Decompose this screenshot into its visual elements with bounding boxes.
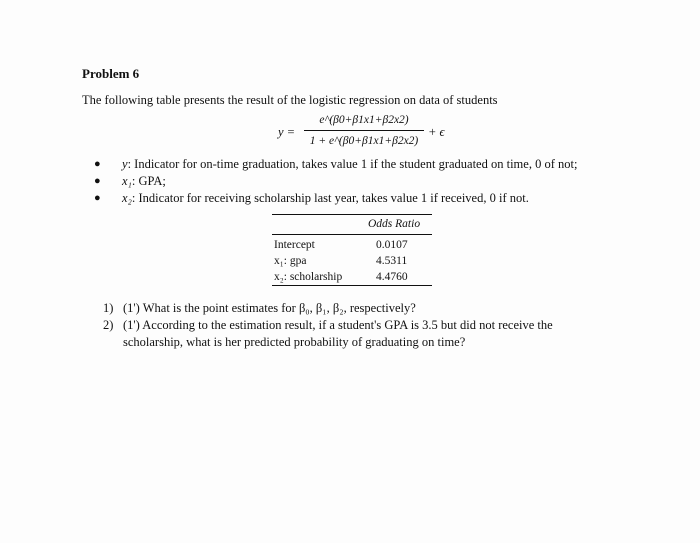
table-top-rule bbox=[272, 214, 432, 215]
question-text: (1') According to the estimation result, if a student's GPA is 3.5 but did not receive the scholarship, what is her predicted probability of graduating on time? bbox=[123, 318, 553, 349]
table-row-value: 0.0107 bbox=[376, 239, 408, 251]
problem-intro: The following table presents the result of the logistic regression on data of students bbox=[82, 93, 498, 107]
table-row-label: Intercept bbox=[274, 239, 315, 251]
table-row-label: x₂: scholarship bbox=[274, 271, 343, 283]
table-header-rule bbox=[272, 234, 432, 235]
equation-numerator-text: e^(β0+β1x1+β2x2) bbox=[319, 114, 409, 126]
fraction-bar bbox=[304, 130, 424, 131]
bullet-text: : Indicator for receiving scholarship last year, takes value 1 if received, 0 if not. bbox=[131, 191, 529, 205]
bullet-dot-icon: ● bbox=[94, 175, 101, 187]
equation-rhs: + ϵ bbox=[428, 125, 445, 139]
equation-fraction bbox=[304, 112, 424, 150]
bullet-dot-icon: ● bbox=[94, 158, 101, 170]
variable-definitions bbox=[82, 156, 642, 207]
equation-lhs: y = bbox=[278, 125, 296, 139]
bullet-variable: y bbox=[122, 157, 128, 171]
question-text: (1') What is the point estimates for β₀, β₁, β₂, respectively? bbox=[123, 301, 416, 315]
equation-numerator bbox=[304, 112, 424, 129]
table-row-value: 4.5311 bbox=[376, 255, 408, 267]
question-2 bbox=[103, 317, 573, 351]
equation-denominator-text: 1 + e^(β0+β1x1+β2x2) bbox=[309, 135, 419, 147]
bullet-item bbox=[82, 173, 642, 190]
table-row-value: 4.4760 bbox=[376, 271, 408, 283]
table-header-odds-ratio: Odds Ratio bbox=[368, 218, 421, 230]
bullet-text: : GPA; bbox=[131, 174, 166, 188]
question-1 bbox=[103, 300, 573, 317]
bullet-item bbox=[82, 156, 642, 173]
bullet-dot-icon: ● bbox=[94, 192, 101, 204]
table-row bbox=[274, 253, 430, 269]
equation-denominator bbox=[304, 133, 424, 150]
table-row-label: x₁: gpa bbox=[274, 255, 307, 267]
bullet-variable: x₂ bbox=[122, 191, 132, 205]
question-number: 2) bbox=[103, 318, 114, 332]
bullet-text: : Indicator for on-time graduation, takes value 1 if the student graduated on time, 0 of not; bbox=[127, 157, 578, 171]
bullet-item bbox=[82, 190, 642, 207]
table-row bbox=[274, 269, 430, 285]
problem-title: Problem 6 bbox=[82, 66, 140, 81]
table-bottom-rule bbox=[272, 285, 432, 286]
bullet-variable: x₁ bbox=[122, 174, 132, 188]
table-row bbox=[274, 237, 430, 253]
question-number: 1) bbox=[103, 301, 114, 315]
